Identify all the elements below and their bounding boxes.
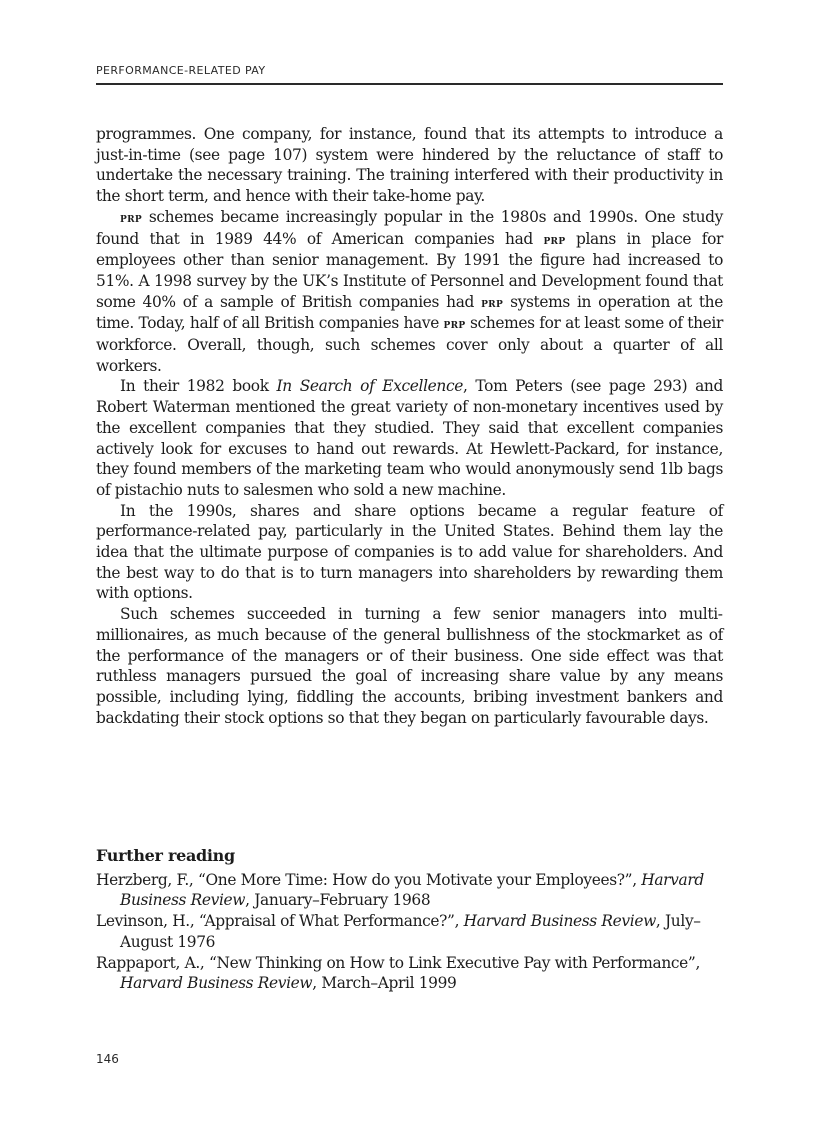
reference-item: Levinson, H., “Appraisal of What Performance?”, Harvard Business Review, July–August 1976 xyxy=(96,912,701,951)
further-reading-heading: Further reading xyxy=(96,846,235,865)
running-head: PERFORMANCE-RELATED PAY xyxy=(96,64,266,77)
prp-abbrev: prp xyxy=(543,231,566,248)
paragraph-2: prp schemes became increasingly popular in the 1980s and 1990s. One study found that in 1989 44% of American companies had prp plans in place for employees other than senior management. By 1991 the figure had increased to 51%. A 1998 survey by the UK’s Institute of Personnel and Development found that some 40% of a sample of British companies had prp systems in operation at the time. Today, half of all British companies have prp schemes for at least some of their workforce. Overall, though, such schemes cover only about a quarter of all workers. xyxy=(96,207,723,375)
paragraph-1: programmes. One company, for instance, found that its attempts to introduce a just-in-time (see page 107) system were hindered by the reluctance of staff to undertake the necessary training. The training interfered with their productivity in the short term, and hence with their take-home pay. xyxy=(96,125,723,206)
further-reading-section xyxy=(96,846,723,994)
body-text xyxy=(96,124,723,728)
paragraph-3: In their 1982 book In Search of Excellence, Tom Peters (see page 293) and Robert Waterman mentioned the great variety of non-monetary incentives used by the excellent companies that they studied. They said that excellent companies actively look for excuses to hand out rewards. At Hewlett-Packard, for instance, they found members of the marketing team who would anonymously send 1lb bags of pistachio nuts to salesmen who sold a new machine. xyxy=(96,377,723,499)
reference-item: Rappaport, A., “New Thinking on How to Link Executive Pay with Performance”, Harvard Business Review, March–April 1999 xyxy=(96,953,700,993)
prp-abbrev: prp xyxy=(120,209,142,226)
paragraph-4: In the 1990s, shares and share options became a regular feature of performance-related pay, particularly in the United States. Behind them lay the idea that the ultimate purpose of companies is to add value for shareholders. And the best way to do that is to turn managers into shareholders by rewarding them with options. xyxy=(96,501,723,603)
prp-abbrev: prp xyxy=(481,294,504,311)
page-number: 146 xyxy=(96,1052,119,1066)
header-rule xyxy=(96,83,723,85)
paragraph-5: Such schemes succeeded in turning a few senior managers into multimillionaires, as much because of the general bullishness of the stockmarket as of the performance of the managers or of their business. One side effect was that ruthless managers pursued the goal of increasing share value by any means possible, including lying, fiddling the accounts, bribing investment bankers and backdating their stock options so that they began on particularly favourable days. xyxy=(96,605,723,727)
book-title: In Search of Excellence xyxy=(276,377,464,396)
prp-abbrev: prp xyxy=(443,316,466,333)
reference-item: Herzberg, F., “One More Time: How do you Motivate your Employees?”, Harvard Business Review, January–February 1968 xyxy=(96,870,704,910)
